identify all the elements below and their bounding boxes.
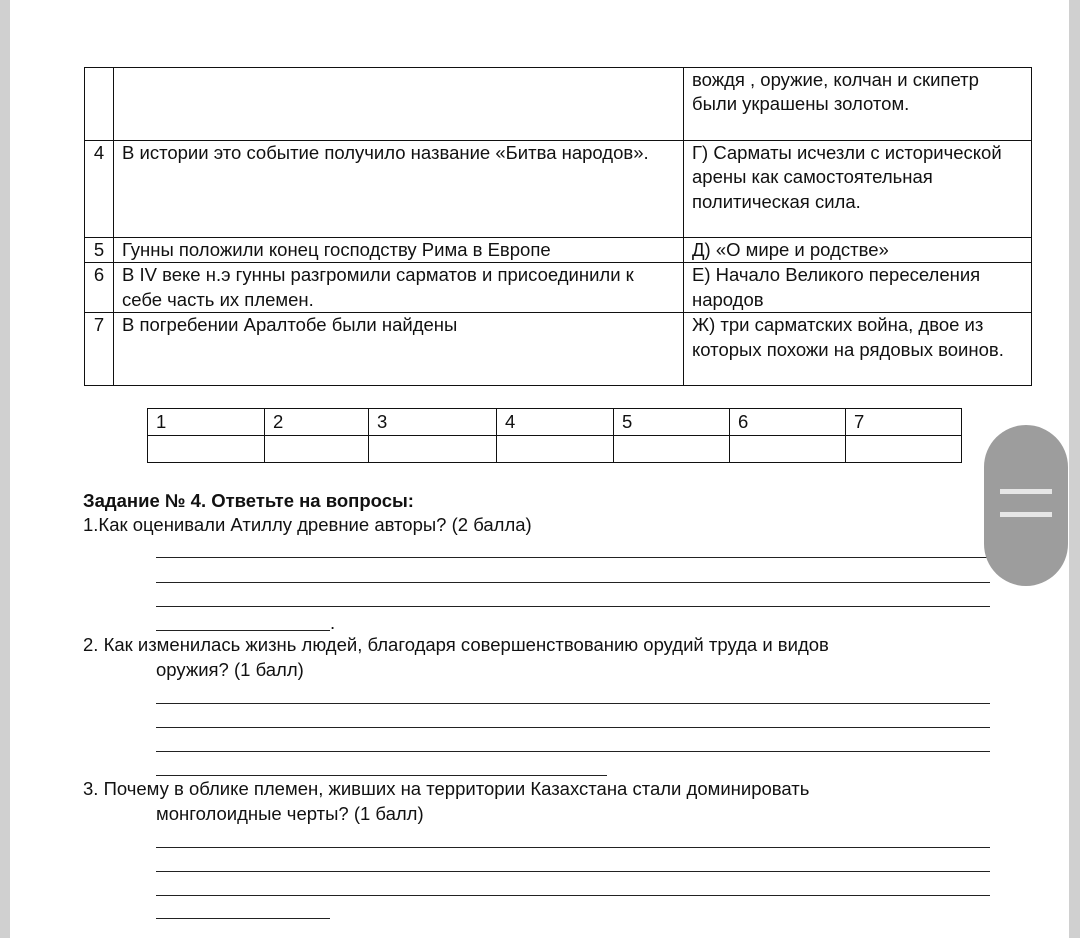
answer-cell-4[interactable] [497, 436, 614, 463]
answer-cell: Д) «О мире и родстве» [684, 238, 1032, 263]
answer-line[interactable] [156, 630, 330, 631]
task4-title: Задание № 4. Ответьте на вопросы: [83, 490, 414, 511]
row-number: 7 [85, 313, 114, 386]
grip-line-icon [1000, 512, 1052, 517]
answer-grid-header-row [148, 409, 962, 436]
statement-cell: В IV веке н.э гунны разгромили сарматов и присоединили к себе часть их племен. [114, 263, 684, 313]
answer-line[interactable] [156, 847, 990, 848]
table-row [85, 263, 1032, 313]
answer-grid-header: 4 [497, 409, 614, 436]
answer-line[interactable] [156, 582, 990, 583]
answer-cell-5[interactable] [614, 436, 730, 463]
answer-cell: вождя , оружие, колчан и скипетр были украшены золотом. [684, 68, 1032, 141]
table-row [85, 141, 1032, 238]
answer-line[interactable] [156, 703, 990, 704]
answer-cell: Ж) три сарматских война, двое из которых похожи на рядовых воинов. [684, 313, 1032, 386]
answer-grid-header: 3 [369, 409, 497, 436]
answer-grid-input-row [148, 436, 962, 463]
answer-line[interactable] [156, 727, 990, 728]
answer-cell-1[interactable] [148, 436, 265, 463]
answer-cell: Е) Начало Великого переселения народов [684, 263, 1032, 313]
answer-line[interactable] [156, 606, 990, 607]
row-number: 4 [85, 141, 114, 238]
row-number [85, 68, 114, 141]
question-3-cont: монголоидные черты? (1 балл) [156, 803, 424, 824]
table-row [85, 313, 1032, 386]
statement-cell: В погребении Аралтобе были найдены [114, 313, 684, 386]
statement-cell: В истории это событие получило название «Битва народов». [114, 141, 684, 238]
table-row [85, 238, 1032, 263]
answer-cell-6[interactable] [730, 436, 846, 463]
scroll-handle[interactable] [984, 425, 1068, 586]
answer-grid-header: 2 [265, 409, 369, 436]
answer-line[interactable] [156, 557, 990, 558]
answer-grid-header: 5 [614, 409, 730, 436]
answer-grid-header: 7 [846, 409, 962, 436]
answer-cell-7[interactable] [846, 436, 962, 463]
answer-line[interactable] [156, 918, 330, 919]
row-number: 6 [85, 263, 114, 313]
answer-line[interactable] [156, 895, 990, 896]
answer-cell-3[interactable] [369, 436, 497, 463]
question-1-end: . [330, 612, 336, 633]
matching-table [84, 67, 1032, 386]
statement-cell [114, 68, 684, 141]
row-number: 5 [85, 238, 114, 263]
viewer-right-edge [1069, 0, 1080, 938]
answer-line[interactable] [156, 775, 607, 776]
answer-grid [147, 408, 962, 463]
question-2: 2. Как изменилась жизнь людей, благодаря совершенствованию орудий труда и видов [83, 634, 829, 655]
answer-line[interactable] [156, 751, 990, 752]
question-2-cont: оружия? (1 балл) [156, 659, 304, 680]
viewer-left-edge [0, 0, 10, 938]
answer-cell: Г) Сарматы исчезли с исторической арены как самостоятельная политическая сила. [684, 141, 1032, 238]
answer-grid-header: 1 [148, 409, 265, 436]
table-row [85, 68, 1032, 141]
answer-grid-header: 6 [730, 409, 846, 436]
question-3: 3. Почему в облике племен, живших на территории Казахстана стали доминировать [83, 778, 810, 799]
answer-line[interactable] [156, 871, 990, 872]
question-1: 1.Как оценивали Атиллу древние авторы? (2 балла) [83, 514, 532, 535]
statement-cell: Гунны положили конец господству Рима в Европе [114, 238, 684, 263]
grip-line-icon [1000, 489, 1052, 494]
answer-cell-2[interactable] [265, 436, 369, 463]
